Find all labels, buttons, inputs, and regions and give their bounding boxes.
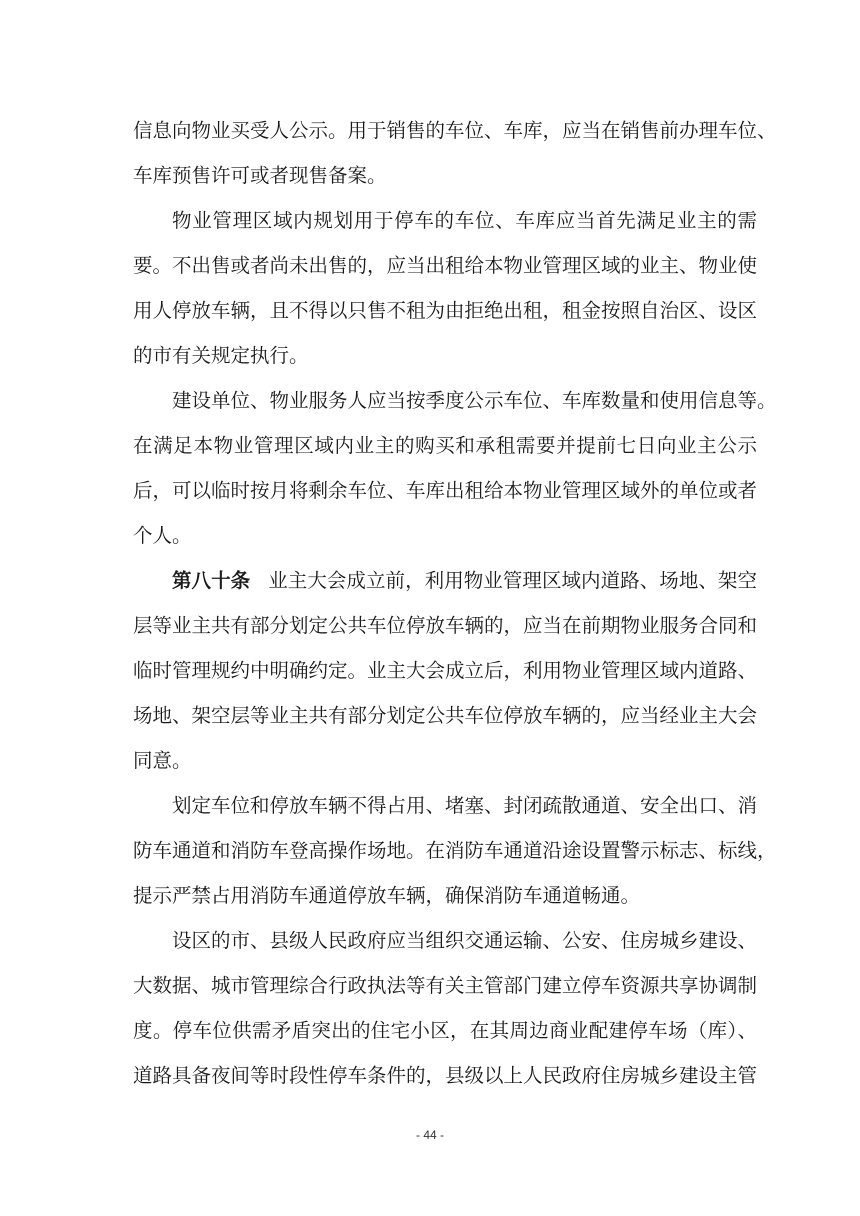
paragraph-2 [133,378,777,558]
text-line: 临时管理规约中明确约定。业主大会成立后，利用物业管理区域内道路、 [133,659,758,682]
paragraph-1 [133,198,757,378]
text-line: 设区的市、县级人民政府应当组织交通运输、公安、住房城乡建设、 [172,929,758,952]
article-heading: 第八十条 [172,569,251,592]
text-line: 物业管理区域内规划用于停车的车位、车库应当首先满足业主的需 [172,209,757,232]
text-line: 信息向物业买受人公示。用于销售的车位、车库，应当在销售前办理车位、 [133,119,777,142]
text-line: 同意。 [133,749,192,772]
text-line: 划定车位和停放车辆不得占用、堵塞、封闭疏散通道、安全出口、消 [172,794,758,817]
article-text: 业主大会成立前，利用物业管理区域内道路、场地、架空 [268,569,757,592]
text-line: 提示严禁占用消防车通道停放车辆，确保消防车通道畅通。 [133,884,641,907]
text-line: 用人停放车辆，且不得以只售不租为由拒绝出租，租金按照自治区、设区 [133,299,758,322]
paragraph-0 [133,108,777,198]
document-body [133,108,777,1098]
text-line: 大数据、城市管理综合行政执法等有关主管部门建立停车资源共享协调制 [133,974,758,997]
text-line: 度。停车位供需矛盾突出的住宅小区，在其周边商业配建停车场（库）、 [133,1019,757,1042]
text-line: 车库预售许可或者现售备案。 [133,164,387,187]
paragraph-4 [133,783,777,918]
text-line: 在满足本物业管理区域内业主的购买和承租需要并提前七日向业主公示 [133,434,757,457]
text-line: 场地、架空层等业主共有部分划定公共车位停放车辆的，应当经业主大会 [133,704,758,727]
text-line: 建设单位、物业服务人应当按季度公示车位、车库数量和使用信息等。 [172,389,777,412]
text-line: 要。不出售或者尚未出售的，应当出租给本物业管理区域的业主、物业使 [133,254,758,277]
text-line: 道路具备夜间等时段性停车条件的，县级以上人民政府住房城乡建设主管 [133,1064,758,1087]
text-line: 防车通道和消防车登高操作场地。在消防车通道沿途设置警示标志、标线， [133,839,777,862]
page-number: - 44 - [415,1128,444,1142]
article-80 [133,558,757,783]
text-line: 个人。 [133,524,192,547]
text-line [133,558,757,603]
text-line: 层等业主共有部分划定公共车位停放车辆的，应当在前期物业服务合同和 [133,614,758,637]
text-line: 的市有关规定执行。 [133,344,309,367]
text-line: 后，可以临时按月将剩余车位、车库出租给本物业管理区域外的单位或者 [133,479,758,502]
paragraph-5 [133,918,757,1098]
